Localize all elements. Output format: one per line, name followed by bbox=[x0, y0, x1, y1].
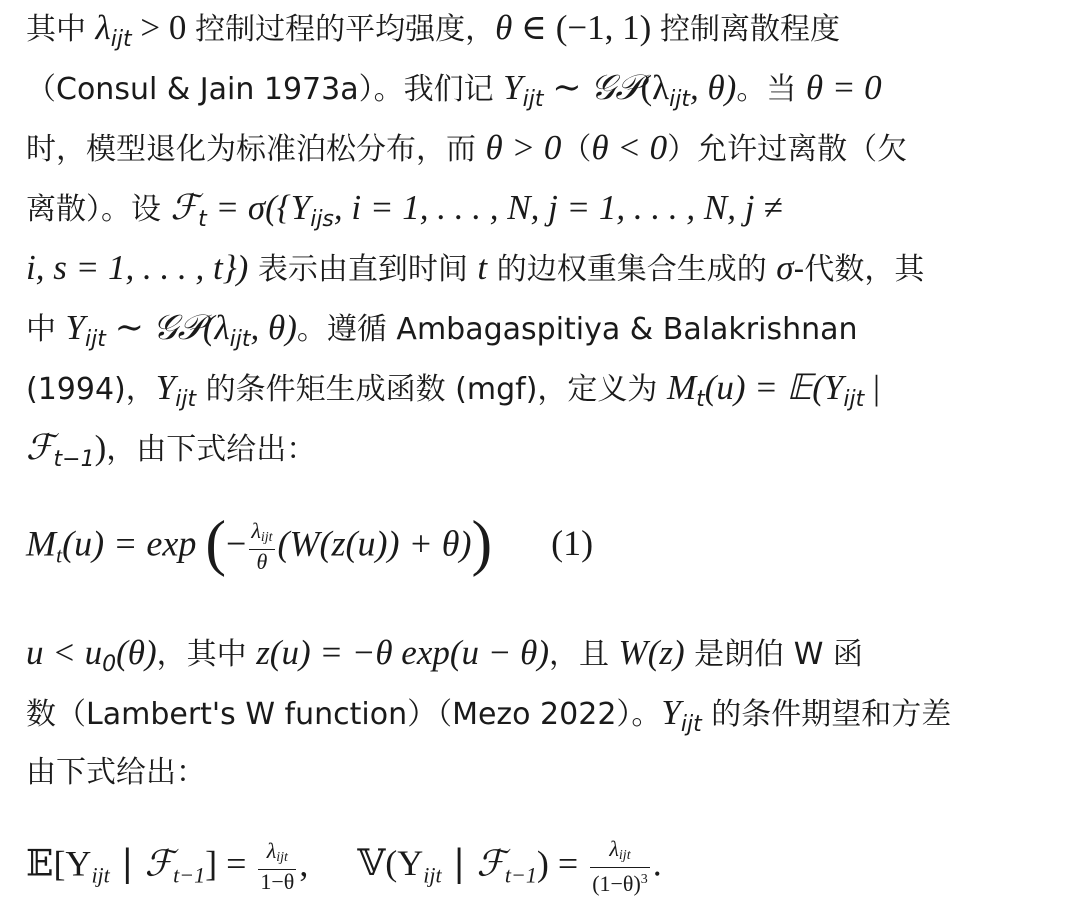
math: . bbox=[652, 843, 662, 884]
fraction bbox=[249, 520, 274, 574]
math: θ = 0 bbox=[805, 68, 882, 107]
math: | ℱ bbox=[109, 843, 174, 885]
math-sub: ijs bbox=[310, 207, 334, 232]
text: (1994)， bbox=[26, 372, 156, 407]
math: λ bbox=[95, 8, 111, 47]
math: Y bbox=[65, 308, 86, 347]
frac-den-sup: 3 bbox=[640, 872, 648, 887]
math: | ℱ bbox=[441, 843, 505, 885]
math: ] = bbox=[205, 843, 247, 884]
math: ) bbox=[94, 428, 107, 467]
math-sub: ijt bbox=[843, 387, 865, 412]
fraction-variance bbox=[590, 838, 650, 896]
math: (θ) bbox=[116, 633, 157, 672]
math: t bbox=[477, 248, 488, 287]
math: , θ) bbox=[689, 68, 737, 107]
text: 表示由直到时间 bbox=[248, 252, 478, 287]
math: ) = bbox=[536, 843, 579, 884]
math: z(u) = −θ exp(u − θ) bbox=[256, 633, 549, 672]
math: ℱ bbox=[26, 428, 54, 468]
p1-line-8 bbox=[26, 428, 316, 470]
math-sub: ijt bbox=[229, 327, 251, 352]
math: 𝔼[Y bbox=[26, 843, 92, 884]
math: 𝒢𝒫 bbox=[590, 68, 641, 108]
math-sub: t−1 bbox=[173, 862, 206, 888]
math: Y bbox=[155, 368, 176, 407]
text: ）允许过离散（欠 bbox=[667, 132, 908, 167]
frac-den: (1−θ) bbox=[592, 871, 641, 896]
text: 的条件矩生成函数 (mgf)，定义为 bbox=[196, 372, 667, 407]
frac-num-sub: ijt bbox=[618, 848, 631, 863]
fraction-expectation bbox=[258, 840, 296, 894]
math: (u) = exp bbox=[62, 523, 197, 564]
equation-1 bbox=[26, 509, 594, 578]
math: ℱ bbox=[170, 188, 199, 228]
text: 由下式给出： bbox=[26, 755, 206, 790]
p1-line-4 bbox=[26, 188, 782, 230]
frac-num: λ bbox=[609, 836, 619, 861]
p1-line-3 bbox=[26, 128, 907, 170]
math: | bbox=[864, 368, 880, 407]
p1-line-5 bbox=[26, 248, 924, 290]
text: 。当 bbox=[736, 72, 806, 107]
math-sub: t−1 bbox=[504, 862, 537, 888]
math: 𝕍(Y bbox=[357, 843, 424, 884]
p1-line-2 bbox=[26, 68, 882, 110]
math-sub: ijt bbox=[669, 87, 690, 112]
math: θ > 0 bbox=[485, 128, 562, 167]
text: ，且 bbox=[549, 637, 619, 672]
math-sub: ijt bbox=[423, 862, 442, 888]
p1-line-7 bbox=[26, 368, 880, 410]
text: （ bbox=[561, 132, 592, 167]
text: 中 bbox=[26, 312, 66, 347]
p1-line-1 bbox=[26, 8, 840, 50]
text: 控制过程的平均强度， bbox=[195, 12, 496, 47]
math: θ bbox=[495, 8, 513, 47]
text: 的条件期望和方差 bbox=[701, 697, 952, 732]
text: 其中 bbox=[26, 12, 96, 47]
math-sub: ijt bbox=[85, 327, 106, 352]
math-sub: ijt bbox=[91, 862, 110, 888]
math: , bbox=[299, 843, 309, 884]
math: u < u bbox=[26, 633, 103, 672]
frac-num: λ bbox=[251, 518, 261, 543]
math: ∈ (−1, 1) bbox=[512, 8, 660, 47]
math: σ bbox=[776, 248, 794, 287]
math: ∼ bbox=[543, 68, 591, 107]
math-sub: t bbox=[198, 207, 207, 232]
text: 的边权重集合生成的 bbox=[487, 252, 777, 287]
text: 。遵循 Ambagaspitiya & Balakrishnan bbox=[296, 312, 858, 347]
frac-num: λ bbox=[266, 838, 277, 863]
math: (W(z(u)) + θ) bbox=[277, 523, 472, 564]
math-sub: t bbox=[56, 542, 63, 568]
big-paren-close: ) bbox=[471, 509, 493, 578]
math: , i = 1, . . . , N, j = 1, . . . , N, j ≠ bbox=[333, 188, 783, 227]
text: ，其中 bbox=[156, 637, 257, 672]
frac-num-sub: ijt bbox=[276, 850, 288, 865]
p2-line-3 bbox=[26, 753, 206, 795]
text: -代数，其 bbox=[793, 252, 925, 287]
math: Y bbox=[661, 693, 681, 732]
math: , θ) bbox=[250, 308, 297, 347]
p1-line-6 bbox=[26, 308, 858, 350]
math: θ < 0 bbox=[591, 128, 668, 167]
math-sub: 0 bbox=[102, 652, 117, 677]
math: (u) = 𝔼(Y bbox=[704, 368, 844, 407]
equation-2 bbox=[26, 838, 662, 896]
math-sub: t−1 bbox=[53, 447, 95, 472]
text: 时，模型退化为标准泊松分布，而 bbox=[26, 132, 486, 167]
math-sub: ijt bbox=[175, 387, 197, 412]
math-sub: ijt bbox=[680, 712, 702, 737]
math: = σ({Y bbox=[206, 188, 311, 227]
math: ∼ 𝒢𝒫(λ bbox=[105, 308, 230, 347]
text: 数（Lambert's W function）（Mezo 2022）。 bbox=[26, 697, 662, 732]
text: 控制离散程度 bbox=[660, 12, 840, 47]
math: M bbox=[26, 523, 56, 564]
math-sub: ijt bbox=[522, 87, 544, 112]
text: 离散）。设 bbox=[26, 192, 171, 227]
math: i, s = 1, . . . , t}) bbox=[26, 248, 249, 287]
text: 是朗伯 W 函 bbox=[684, 637, 863, 672]
equation-number: (1) bbox=[551, 523, 594, 564]
frac-den: θ bbox=[256, 549, 268, 574]
frac-num-sub: ijt bbox=[260, 530, 273, 545]
math-sub: t bbox=[696, 387, 705, 412]
math: > 0 bbox=[131, 8, 196, 47]
big-paren-open: ( bbox=[205, 509, 227, 578]
frac-den: 1−θ bbox=[260, 869, 295, 894]
p2-line-1 bbox=[26, 633, 863, 675]
math: (λ bbox=[640, 68, 670, 107]
math-sub: ijt bbox=[110, 27, 132, 52]
math: − bbox=[226, 523, 247, 564]
p2-line-2 bbox=[26, 693, 951, 735]
math: Y bbox=[503, 68, 523, 107]
math: M bbox=[666, 368, 697, 407]
text: ，由下式给出： bbox=[106, 432, 317, 467]
text: （Consul & Jain 1973a）。我们记 bbox=[26, 72, 504, 107]
math: W(z) bbox=[618, 633, 685, 672]
